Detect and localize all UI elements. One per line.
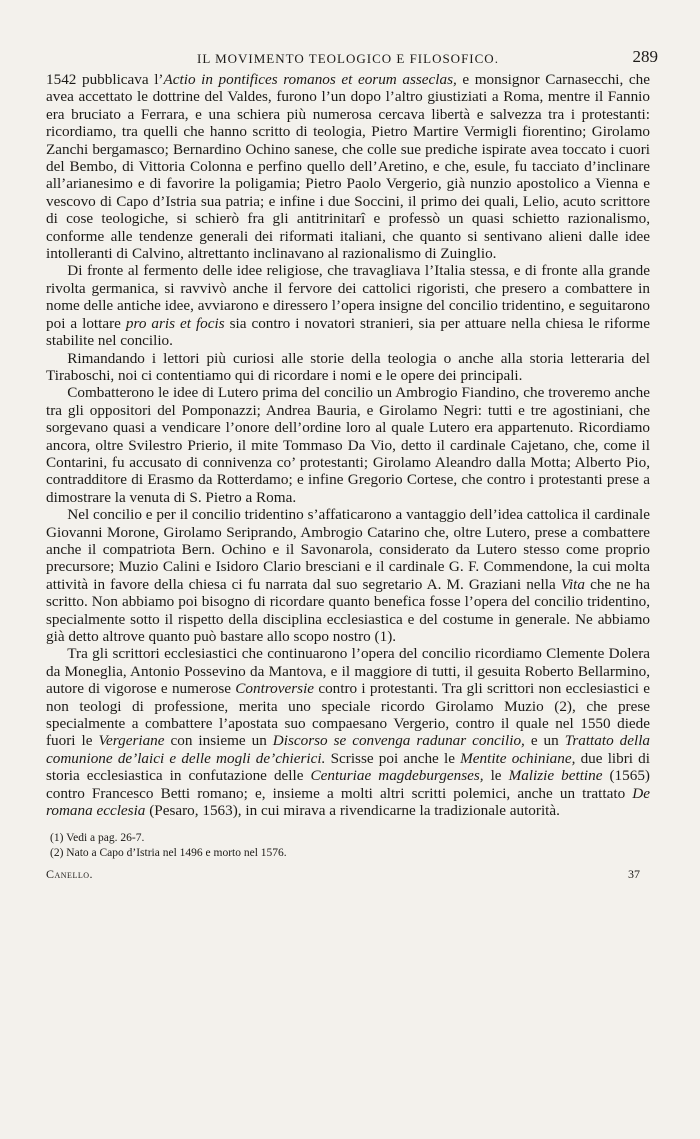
text-run: (Pesaro, 1563), in cui mirava a rivendicarne la tradizionale autorità.: [145, 802, 560, 820]
text-run: con insieme un: [164, 732, 273, 750]
italic-run: Vita: [560, 575, 585, 593]
page-number: 289: [632, 47, 658, 66]
italic-run: Mentite ochiniane,: [460, 749, 576, 767]
text-run: e monsignor Carnasecchi, che avea accettato le dottrine del Valdes, furono l’un dopo l’altro giustiziati a Roma, mentre il Fannio era bruciato a Ferrara, e una schiera più numerosa cercava libertà e salvezza tra i protestanti: ricordiamo, tra quelli che hanno scritto di teologia, Pietro Martire Vermigli fiorentino; Girolamo Zanchi bergamasco; Bernardino Ochino sanese, che colle sue prediche ispirate avea toccato i cuori del Bembo, di Vittoria Colonna e perfino quello dell’Aretino, e che, esule, fu tacciato d’inclinare all’arianesimo e di favorire la poligamia; Pietro Paolo Vergerio, già nunzio apostolico a Vienna e vescovo di Capo d’Istria sua patria; e infine i due Soccini, il primo dei quali, Lelio, acuto scrittore di cose teologiche, si schierò fra gli antitrinitarî e professò un quasi schietto razionalismo, conforme alle tendenze generali dei riformati italiani, che quanto si sentivano alieni dalle idee intolleranti di Calvino, altrettanto inclinavano al razionalismo di Zuinglio.: [46, 71, 650, 263]
running-header: [46, 47, 658, 71]
footnotes: [46, 831, 650, 861]
text-run: e un: [524, 732, 565, 750]
paragraph: [46, 384, 650, 506]
footnote: (1) Vedi a pag. 26-7.: [50, 832, 145, 845]
running-title: IL MOVIMENTO TEOLOGICO E FILOSOFICO.: [197, 51, 499, 66]
signature-line: [46, 867, 650, 883]
italic-run: Centuriae magdeburgenses,: [310, 767, 484, 785]
footnote: (2) Nato a Capo d’Istria nel 1496 e morto nel 1576.: [50, 847, 287, 860]
text-run: 1542 pubblicava l’: [46, 71, 164, 88]
text-run: sia contro i novatori stranieri, sia per attuare nella chiesa le riforme stabilite nel concilio.: [46, 314, 650, 350]
paragraph: [46, 645, 650, 819]
italic-run: De romana ecclesia: [46, 784, 650, 820]
italic-run: Actio in pontifices romanos et eorum asseclas,: [163, 71, 457, 88]
text-run: Tra gli scrittori ecclesiastici che continuarono l’opera del concilio ricordiamo Clemente Dolera da Moneglia, Antonio Possevino da Mantova, e il maggiore di tutti, il gesuita Roberto Bellarmino, autore di vigorose e numerose: [46, 645, 650, 698]
italic-run: Vergeriane: [98, 732, 165, 750]
italic-run: Malizie bettine: [508, 767, 603, 785]
text-run: Di fronte al fermento delle idee religiose, che travagliava l’Italia stessa, e di fronte alla grande rivolta germanica, si ravvivò anche il fervore dei cattolici rigoristi, che presero a combattere in nome delle antiche idee, avviarono e diressero l’opera insigne del concilio tridentino, e seguitarono poi a lottare: [46, 262, 650, 332]
text-run: Combatterono le idee di Lutero prima del concilio un Ambrogio Fiandino, che troveremo anche tra gli oppositori del Pomponazzi; Andrea Bauria, e Girolamo Negri: tutti e tre agostiniani, che sorgevano quasi a vendicare l’onore dell’ordine loro al quale Lutero era appartenuto. Ricordiamo ancora, oltre Svilestro Prierio, il mite Tommaso Da Vio, detto il cardinale Cajetano, che, come il Contarini, fu accusato di connivenza co’ protestanti; Girolamo Aleandro dalla Motta; Alberto Pio, contradditore di Erasmo da Rotterdamo; e infine Gregorio Cortese, che contro i protestanti prese a dimostrare la venuta di S. Pietro a Roma.: [46, 384, 650, 506]
paragraph: [46, 71, 650, 262]
text-run: contro i protestanti. Tra gli scrittori non ecclesiastici e non teologi di professione, merita uno speciale ricordo Girolamo Muzio (2), che prese specialmente a combattere l’apostata suo compaesano Vergerio, contro il quale nel 1550 diede fuori le: [46, 680, 650, 750]
italic-run: Discorso se convenga radunar concilio,: [272, 732, 525, 750]
body-text: [46, 71, 650, 819]
paragraph: [46, 350, 650, 385]
text-run: che ne ha scritto. Non abbiamo poi bisogno di ricordare quanto benefica fosse l’opera del concilio tridentino, specialmente sotto il rispetto della disciplina ecclesiastica e del costume in generale. Ne abbiamo già detto altrove quanto può bastare allo scopo nostro (1).: [46, 575, 650, 645]
italic-run: Trattato della comunione de’laici e delle mogli de’chierici.: [46, 732, 651, 767]
text-run: le: [483, 767, 509, 785]
signature-number: 37: [628, 867, 640, 882]
signature-mark: Canello.: [46, 867, 93, 882]
text-run: Rimandando i lettori più curiosi alle storie della teologia o anche alla storia letteraria del Tiraboschi, noi ci contentiamo qui di ricordare i nomi e le opere dei principali.: [46, 349, 650, 384]
text-run: Scrisse poi anche le: [325, 749, 461, 767]
text-run: (1565) contro Francesco Betti romano; e, insieme a molti altri scritti polemici, anche un trattato: [46, 767, 650, 802]
paragraph: [46, 262, 650, 349]
text-run: due libri di storia ecclesiastica in confutazione delle: [46, 749, 650, 785]
book-page: [46, 47, 658, 883]
italic-run: pro aris et focis: [125, 314, 225, 332]
paragraph: [46, 506, 650, 645]
text-run: Nel concilio e per il concilio tridentino s’affaticarono a vantaggio dell’idea cattolica il cardinale Giovanni Morone, Girolamo Seriprando, Ambrogio Catarino che, oltre Lutero, prese a combattere anche il compatriota Bern. Ochino e il Savonarola, considerato da Lutero stesso come proprio precursore; Muzio Calini e Isidoro Clario bresciani e il cardinale G. F. Commendone, la cui molta attività in favore della chiesa ci fu narrata dal suo segretario A. M. Graziani nella: [46, 506, 650, 593]
italic-run: Controversie: [235, 680, 315, 698]
